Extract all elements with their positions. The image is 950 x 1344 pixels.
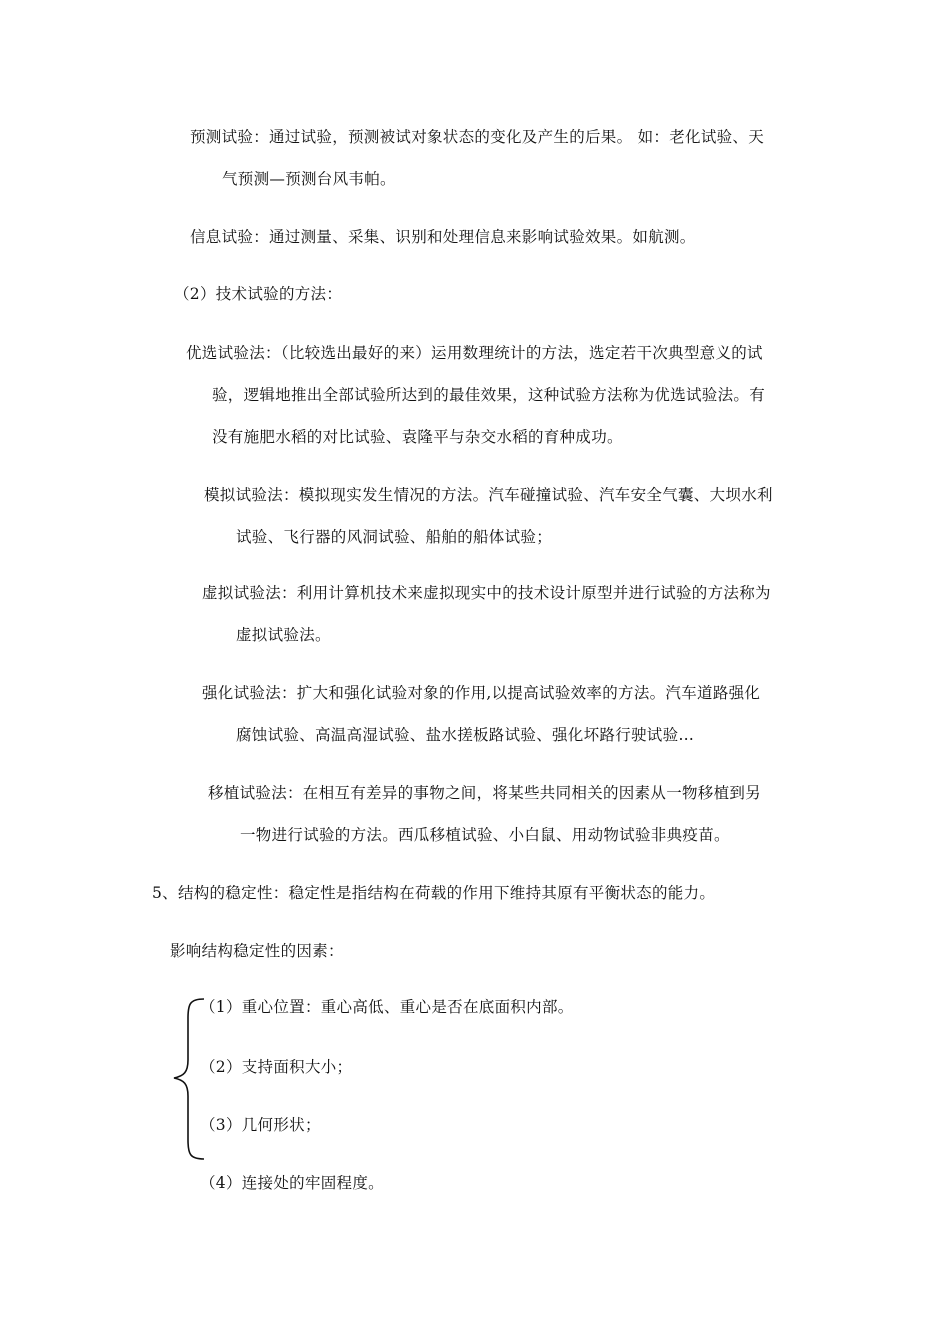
factor-item-1: （1）重心位置：重心高低、重心是否在底面积内部。 xyxy=(200,998,574,1016)
virtual-test-line-1: 虚拟试验法：利用计算机技术来虚拟现实中的技术设计原型并进行试验的方法称为 xyxy=(202,584,771,602)
intensified-test-line-1: 强化试验法：扩大和强化试验对象的作用,以提高试验效率的方法。汽车道路强化 xyxy=(202,684,761,702)
virtual-test-line-2: 虚拟试验法。 xyxy=(236,626,331,644)
prediction-test-line-2: 气预测—预测台风韦帕。 xyxy=(222,170,396,188)
optimization-test-line-2: 验，逻辑地推出全部试验所达到的最佳效果，这种试验方法称为优选试验法。有 xyxy=(212,386,766,404)
factor-item-4: （4）连接处的牢固程度。 xyxy=(200,1174,384,1192)
curly-brace-icon xyxy=(170,996,206,1162)
optimization-test-line-1: 优选试验法：（比较选出最好的来）运用数理统计的方法，选定若干次典型意义的试 xyxy=(186,344,763,362)
section-heading-methods: （2）技术试验的方法： xyxy=(174,285,343,303)
factor-item-3: （3）几何形状； xyxy=(200,1116,321,1134)
section-heading-stability: 5、结构的稳定性：稳定性是指结构在荷载的作用下维持其原有平衡状态的能力。 xyxy=(152,884,716,902)
stability-factors-heading: 影响结构稳定性的因素： xyxy=(170,942,344,960)
simulation-test-line-2: 试验、飞行器的风洞试验、船舶的船体试验； xyxy=(236,528,553,546)
prediction-test-line-1: 预测试验：通过试验，预测被试对象状态的变化及产生的后果。 如：老化试验、天 xyxy=(190,128,765,146)
transplant-test-line-1: 移植试验法：在相互有差异的事物之间，将某些共同相关的因素从一物移植到另 xyxy=(208,784,762,802)
factor-item-2: （2）支持面积大小； xyxy=(200,1058,353,1076)
simulation-test-line-1: 模拟试验法：模拟现实发生情况的方法。汽车碰撞试验、汽车安全气囊、大坝水利 xyxy=(204,486,773,504)
transplant-test-line-2: 一物进行试验的方法。西瓜移植试验、小白鼠、用动物试验非典疫苗。 xyxy=(240,826,730,844)
optimization-test-line-3: 没有施肥水稻的对比试验、袁隆平与杂交水稻的育种成功。 xyxy=(212,428,623,446)
information-test-line-1: 信息试验：通过测量、采集、识别和处理信息来影响试验效果。如航测。 xyxy=(190,228,696,246)
intensified-test-line-2: 腐蚀试验、高温高湿试验、盐水搓板路试验、强化坏路行驶试验… xyxy=(236,726,695,744)
